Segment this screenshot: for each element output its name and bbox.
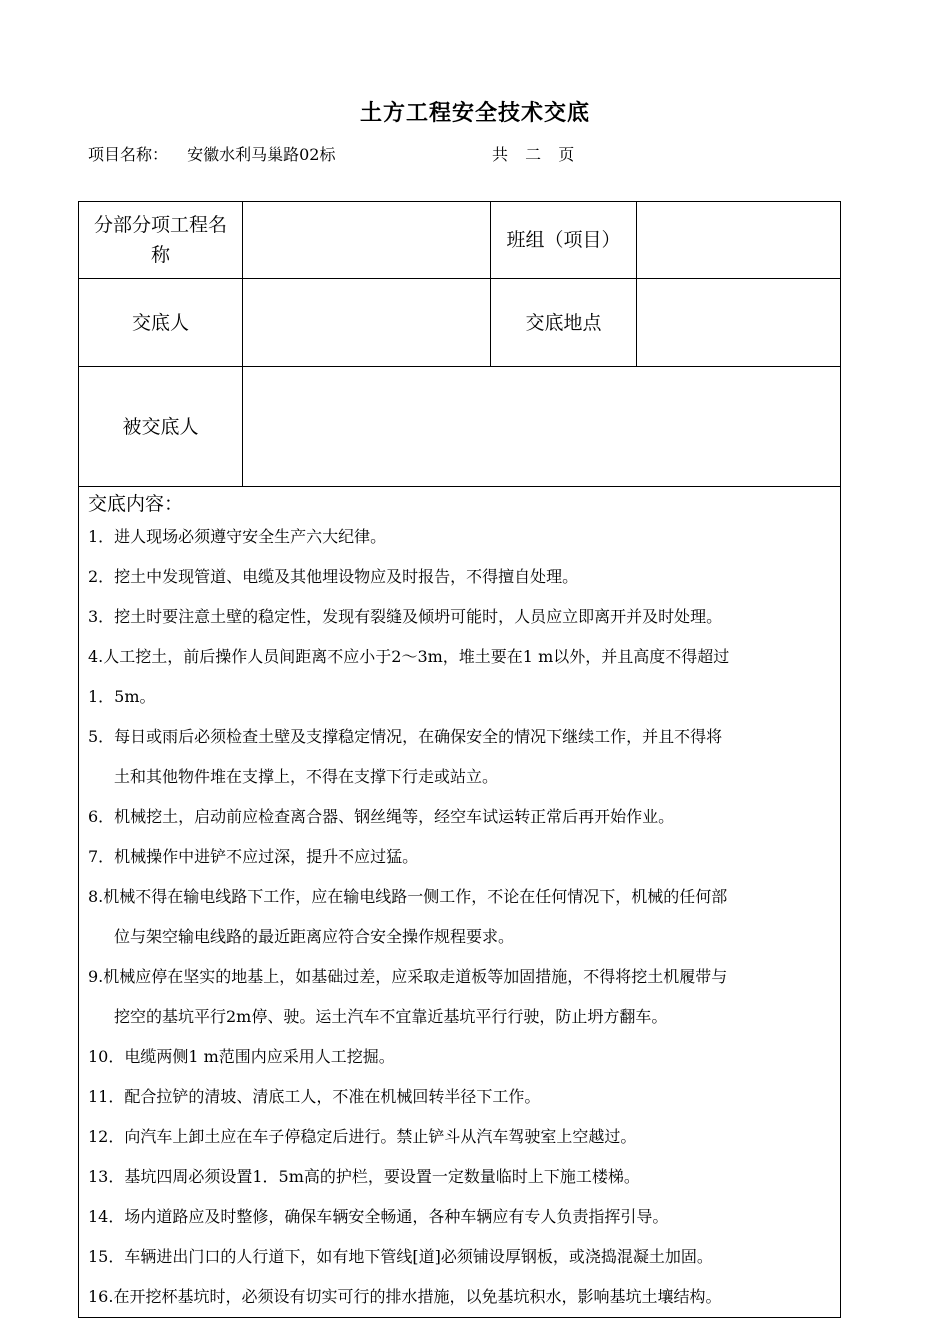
subproject-name-label: 分部分项工程名称 xyxy=(79,202,243,279)
team-label: 班组（项目） xyxy=(491,202,637,279)
list-item: 8.机械不得在输电线路下工作，应在输电线路一侧工作，不论在任何情况下，机械的任何部 位与架空输电线路的最近距离应符合安全操作规程要求。 xyxy=(88,887,728,946)
discloser-label: 交底人 xyxy=(79,279,243,367)
recipients-value[interactable] xyxy=(243,367,841,487)
form-row-recipients xyxy=(79,367,841,487)
discloser-value[interactable] xyxy=(243,279,491,367)
list-item: 1．5m。 xyxy=(88,687,156,706)
page-count xyxy=(492,142,586,165)
form-row-content xyxy=(79,487,841,1318)
list-item: 1．进人现场必须遵守安全生产六大纪律。 xyxy=(88,527,387,546)
list-item: 7．机械操作中进铲不应过深，提升不应过猛。 xyxy=(88,847,419,866)
list-item: 12．向汽车上卸土应在车子停稳定后进行。禁止铲斗从汽车驾驶室上空越过。 xyxy=(88,1127,637,1146)
list-item: 14．场内道路应及时整修，确保车辆安全畅通，各种车辆应有专人负责指挥引导。 xyxy=(88,1207,669,1226)
team-value[interactable] xyxy=(637,202,841,279)
list-item: 4.人工挖土，前后操作人员间距离不应小于2～3m，堆土要在1 m以外，并且高度不得超过 xyxy=(88,647,730,666)
list-item: 13．基坑四周必须设置1．5m高的护栏，要设置一定数量临时上下施工楼梯。 xyxy=(88,1167,640,1186)
disclosure-content-cell xyxy=(79,487,841,1318)
form-row-discloser xyxy=(79,279,841,367)
list-item: 11．配合拉铲的清坡、清底工人，不准在机械回转半径下工作。 xyxy=(88,1087,541,1106)
disclosure-form-table xyxy=(78,201,841,1318)
list-item: 6．机械挖土，启动前应检查离合器、钢丝绳等，经空车试运转正常后再开始作业。 xyxy=(88,807,675,826)
form-row-subproject xyxy=(79,202,841,279)
safety-rules-list xyxy=(79,517,840,1317)
document-title: 土方工程安全技术交底 xyxy=(359,101,590,126)
list-item: 9.机械应停在坚实的地基上，如基础过差，应采取走道板等加固措施，不得将挖土机履带与 挖空的基坑平行2m停、驶。运土汽车不宜靠近基坑平行行驶，防止坍方翻车。 xyxy=(88,967,728,1026)
list-item: 15．车辆进出门口的人行道下，如有地下管线[道]必须铺设厚钢板，或浇捣混凝土加固。 xyxy=(88,1247,713,1266)
subproject-name-value[interactable] xyxy=(243,202,491,279)
page-count-number: 二 xyxy=(525,145,542,164)
disclosure-location-value[interactable] xyxy=(637,279,841,367)
project-info-line xyxy=(88,142,575,165)
recipients-label: 被交底人 xyxy=(79,367,243,487)
list-item: 5．每日或雨后必须检查土壁及支撑稳定情况，在确保安全的情况下继续工作，并且不得将 土和其他物件堆在支撑上，不得在支撑下行走或站立。 xyxy=(88,727,723,786)
project-name-label: 项目名称： xyxy=(88,145,169,164)
list-item: 2．挖土中发现管道、电缆及其他埋设物应及时报告，不得擅自处理。 xyxy=(88,567,579,586)
page-count-suffix: 页 xyxy=(558,145,575,164)
content-heading: 交底内容： xyxy=(88,493,184,515)
page-count-prefix: 共 xyxy=(492,145,509,164)
disclosure-location-label: 交底地点 xyxy=(491,279,637,367)
list-item: 10．电缆两侧1 m范围内应采用人工挖掘。 xyxy=(88,1047,395,1066)
list-item: 3．挖土时要注意土壁的稳定性，发现有裂缝及倾坍可能时，人员应立即离开并及时处理。 xyxy=(88,607,723,626)
list-item: 16.在开挖杯基坑时，必须设有切实可行的排水措施，以免基坑积水，影响基坑土壤结构。 xyxy=(88,1287,722,1306)
project-name-value: 安徽水利马巢路02标 xyxy=(187,145,336,164)
